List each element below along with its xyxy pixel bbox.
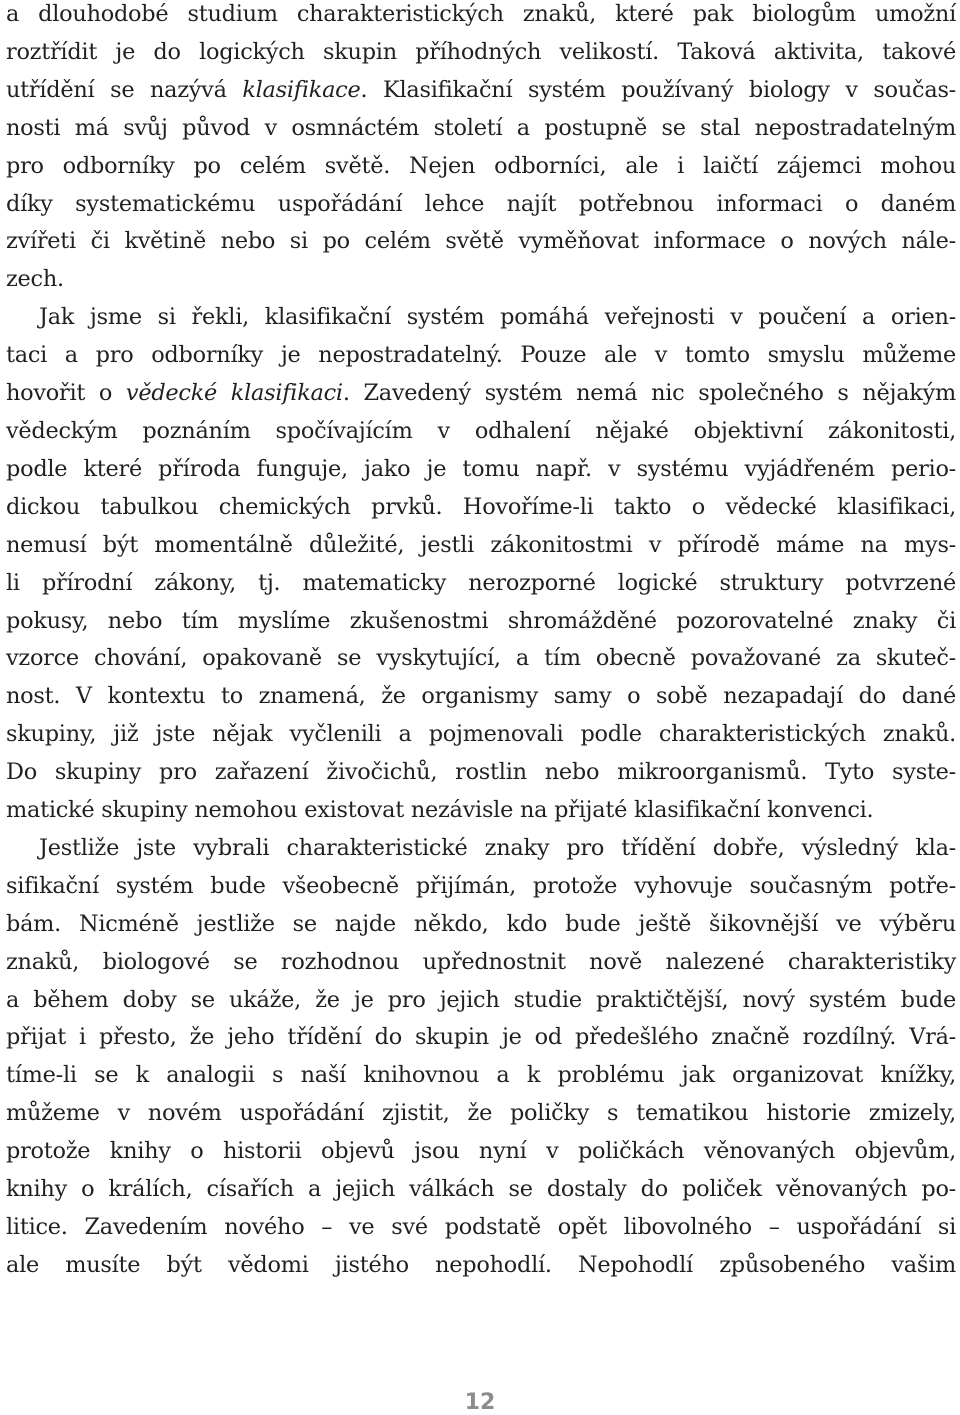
- text-run: znaků, biologové se rozhodnou upřednostnit nově nalezené charakteristiky: [6, 948, 956, 975]
- text-line: [6, 451, 956, 489]
- text-run: nosti má svůj původ v osmnáctém století a postupně se stal nepostradatelným: [6, 114, 956, 141]
- text-run: knihy o králích, císařích a jejich válkách se dostaly do poliček věnovaných po-: [6, 1176, 956, 1203]
- text-run: nost. V kontextu to znamená, že organismy samy o sobě nezapadají do dané: [6, 683, 956, 710]
- text-line: [6, 716, 956, 754]
- text-run: vědeckým poznáním spočívajícím v odhalení nějaké objektivní zákonitosti,: [6, 417, 956, 444]
- text-run: matické skupiny nemohou existovat nezávisle na přijaté klasifikační konvenci.: [6, 797, 874, 824]
- text-line: [6, 1057, 956, 1095]
- text-line: [6, 868, 956, 906]
- text-line: [6, 148, 956, 186]
- text-run: nemusí být momentálně důležité, jestli zákonitostmi v přírodě máme na mys-: [6, 531, 956, 558]
- text-line: [6, 1133, 956, 1171]
- text-run: přijat i přesto, že jeho třídění do skupin je od předešlého značně rozdílný. Vrá-: [6, 1024, 956, 1051]
- text-run: dickou tabulkou chemických prvků. Hovoříme-li takto o vědecké klasifikaci,: [6, 493, 956, 520]
- text-run: protože knihy o historii objevů jsou nyní v poličkách věnovaných objevům,: [6, 1138, 956, 1165]
- text-line: [6, 110, 956, 148]
- text-run: skupiny, již jste nějak vyčlenili a pojmenovali podle charakteristických znaků.: [6, 721, 956, 748]
- text-line: [6, 830, 956, 868]
- text-run: zech.: [6, 266, 64, 293]
- italic-term: vědecké klasifikaci: [125, 380, 343, 407]
- text-line: [6, 906, 956, 944]
- text-run: roztřídit je do logických skupin příhodných velikostí. Taková aktivita, takové: [6, 38, 956, 65]
- text-run: můžeme v novém uspořádání zjistit, že poličky s tematikou historie zmizely,: [6, 1100, 956, 1127]
- text-line: [6, 1095, 956, 1133]
- text-run: vzorce chování, opakovaně se vyskytující, a tím obecně považované za skuteč-: [6, 645, 956, 672]
- text-line: [6, 1171, 956, 1209]
- text-run: . Klasifikační systém používaný biology v součas-: [360, 76, 956, 103]
- text-run: Jak jsme si řekli, klasifikační systém pomáhá veřejnosti v poučení a orien-: [39, 304, 956, 331]
- text-run: li přírodní zákony, tj. matematicky nerozporné logické struktury potvrzené: [6, 569, 956, 596]
- text-line: [6, 0, 956, 34]
- text-line: [6, 754, 956, 792]
- text-line: [6, 1019, 956, 1057]
- text-line: [6, 299, 956, 337]
- text-run: bám. Nicméně jestliže se najde někdo, kdo bude ještě šikovnější ve výběru: [6, 910, 956, 937]
- text-run: ale musíte být vědomi jistého nepohodlí. Nepohodlí způsobeného vašim: [6, 1251, 956, 1278]
- text-line: [6, 337, 956, 375]
- text-line: [6, 413, 956, 451]
- text-run: pokusy, nebo tím myslíme zkušenostmi shromážděné pozorovatelné znaky či: [6, 607, 956, 634]
- text-run: hovořit o: [6, 380, 126, 407]
- text-run: . Zavedený systém nemá nic společného s nějakým: [342, 380, 956, 407]
- text-line: [6, 489, 956, 527]
- page-number: 12: [464, 1390, 496, 1415]
- text-line: [6, 1247, 956, 1285]
- body-text: [6, 0, 956, 1285]
- text-run: tíme-li se k analogii s naší knihovnou a k problému jak organizovat knížky,: [6, 1062, 956, 1089]
- italic-term: klasifikace: [242, 76, 361, 103]
- text-line: [6, 565, 956, 603]
- text-line: [6, 792, 956, 830]
- text-line: [6, 72, 956, 110]
- text-run: taci a pro odborníky je nepostradatelný. Pouze ale v tomto smyslu můžeme: [6, 342, 956, 369]
- text-line: [6, 640, 956, 678]
- text-run: zvířeti či květině nebo si po celém světě vyměňovat informace o nových nále-: [6, 228, 956, 255]
- text-line: [6, 186, 956, 224]
- text-run: Jestliže jste vybrali charakteristické znaky pro třídění dobře, výsledný kla-: [39, 834, 956, 861]
- text-line: [6, 34, 956, 72]
- text-line: [6, 944, 956, 982]
- text-line: [6, 527, 956, 565]
- text-run: utřídění se nazývá: [6, 76, 243, 103]
- text-line: [6, 223, 956, 261]
- text-line: [6, 603, 956, 641]
- text-run: Do skupiny pro zařazení živočichů, rostlin nebo mikroorganismů. Tyto syste-: [6, 759, 956, 786]
- text-run: pro odborníky po celém světě. Nejen odborníci, ale i laičtí zájemci mohou: [6, 152, 956, 179]
- text-run: díky systematickému uspořádání lehce najít potřebnou informaci o daném: [6, 190, 956, 217]
- text-run: a dlouhodobé studium charakteristických znaků, které pak biologům umožní: [6, 1, 956, 27]
- text-run: a během doby se ukáže, že je pro jejich studie praktičtější, nový systém bude: [6, 986, 956, 1013]
- text-run: litice. Zavedením nového – ve své podstatě opět libovolného – uspořádání si: [6, 1214, 956, 1240]
- text-line: [6, 678, 956, 716]
- text-run: sifikační systém bude všeobecně přijímán, protože vyhovuje současným potře-: [6, 872, 956, 899]
- text-line: [6, 261, 956, 299]
- text-line: [6, 375, 956, 413]
- text-run: podle které příroda funguje, jako je tomu např. v systému vyjádřeném perio-: [6, 455, 956, 482]
- text-line: [6, 1209, 956, 1247]
- text-line: [6, 982, 956, 1020]
